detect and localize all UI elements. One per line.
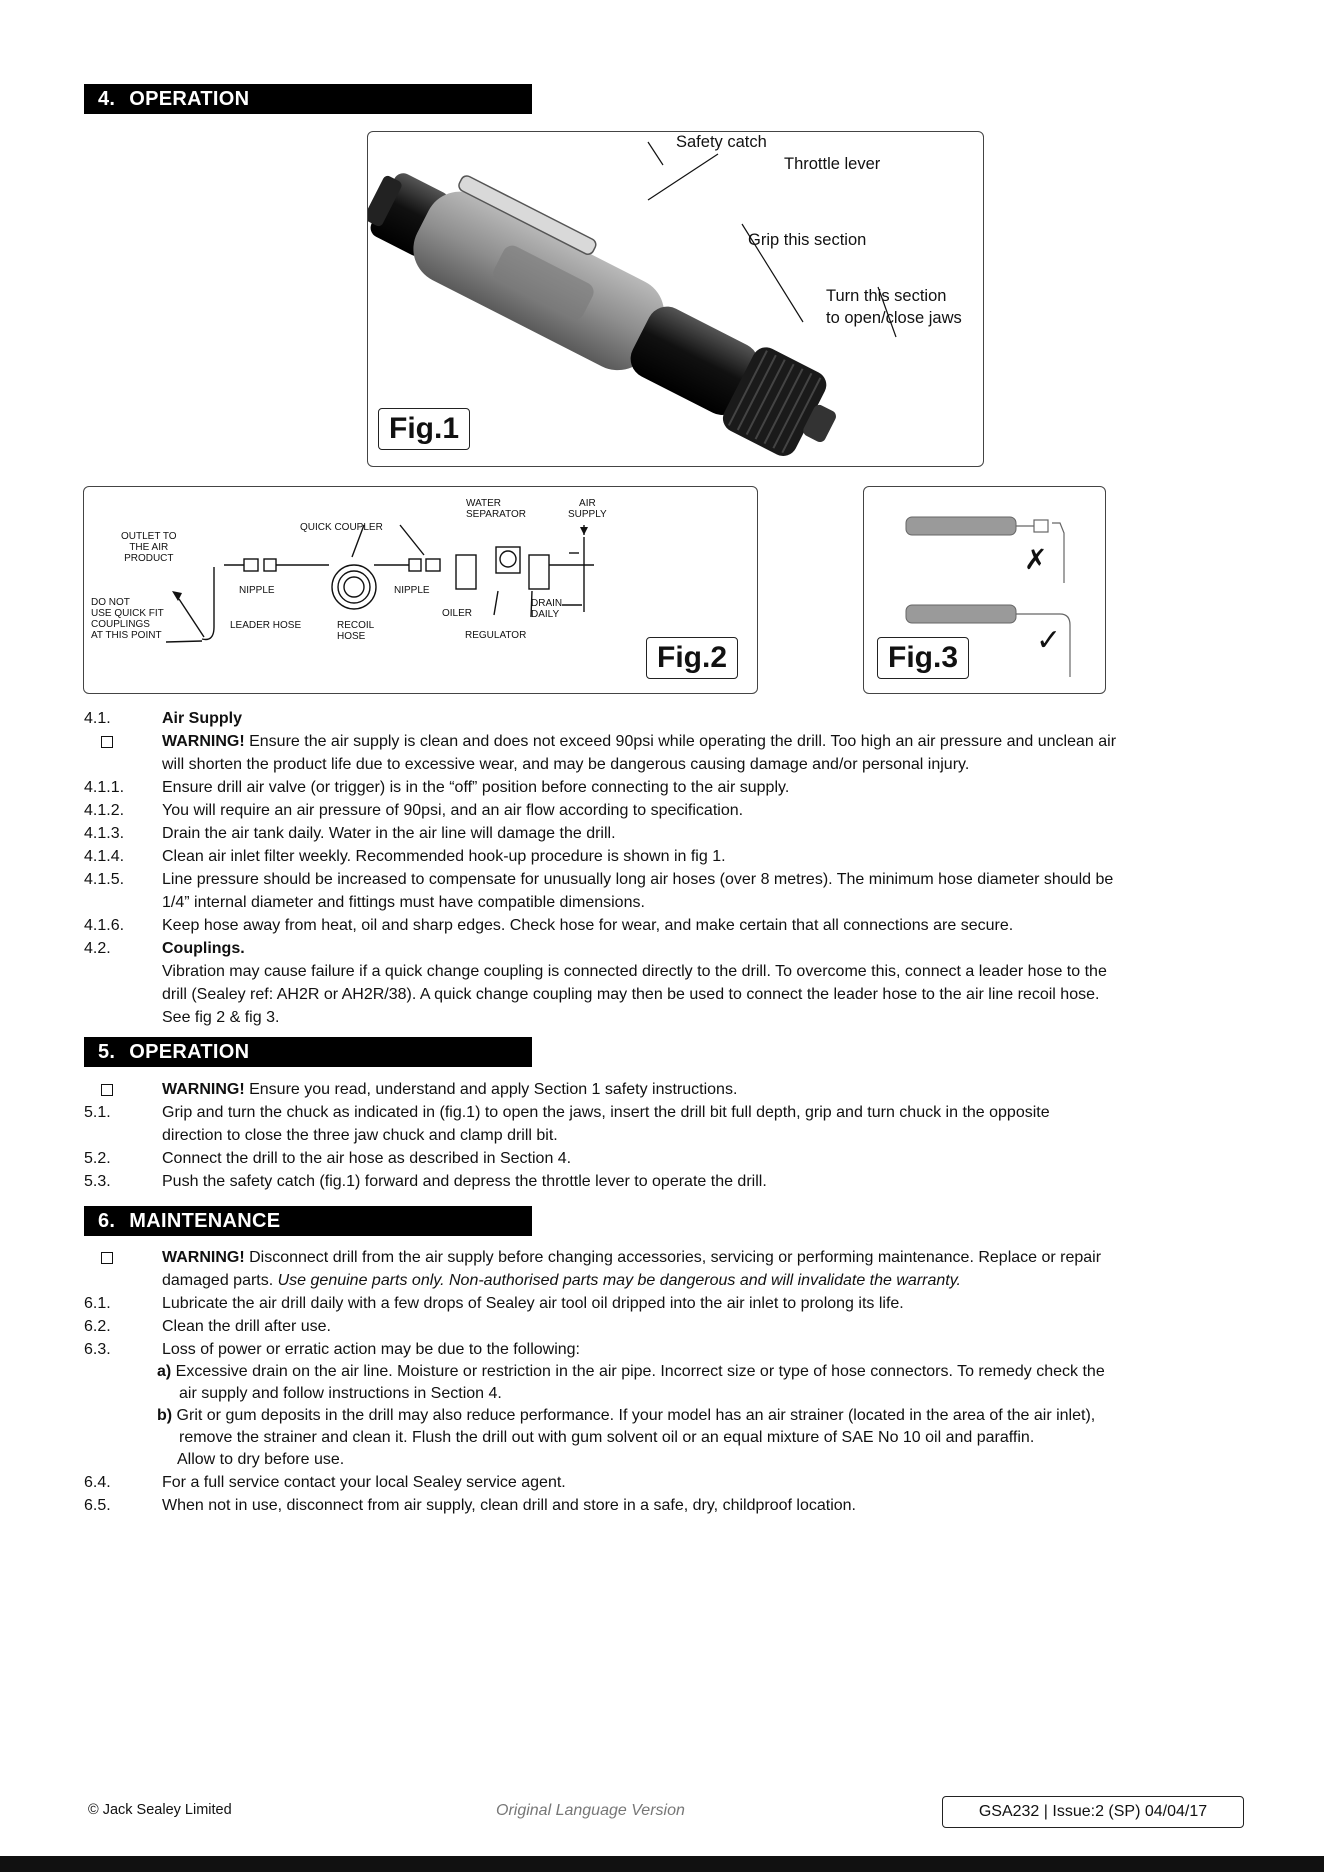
item-6-3-b-cont: remove the strainer and clean it. Flush the drill out with gum solvent oil or an equal mixture of SAE No 10 oil and paraffin. bbox=[179, 1429, 1035, 1446]
item-6-3-a-cont: air supply and follow instructions in Section 4. bbox=[179, 1385, 502, 1402]
item-6-3-a: a) Excessive drain on the air line. Moisture or restriction in the air pipe. Incorrect size or type of hose connectors. To remedy check the bbox=[157, 1363, 1105, 1380]
label-outlet: OUTLET TO THE AIR PRODUCT bbox=[121, 531, 177, 564]
footer-copyright: © Jack Sealey Limited bbox=[88, 1802, 232, 1818]
figure-2 bbox=[83, 486, 758, 694]
figure-1 bbox=[367, 131, 984, 467]
figure-3 bbox=[863, 486, 1106, 694]
label-nipple-right: NIPPLE bbox=[394, 585, 430, 596]
label-water-separator: WATER SEPARATOR bbox=[466, 498, 527, 520]
section-header-6: 6. MAINTENANCE bbox=[84, 1206, 532, 1236]
manual-page: 4. OPERATION Safety catch Throttle lever Grip this section Turn this section to open/close jaws Fig.1 OUTLET TO THE AIR PRODUCT DO NOT USE QUICK FIT COUPLINGS AT THIS POINT QUICK COUPLER NIPPLE NIPPLE LEADER HOSE RECOIL HOSE WATER SEPARATOR AIR SUPPLY OILER REGULATOR DRAIN DAILY Fig.2 ✗ ✓ Fig.3 4.1. Air Supply WARNING! Ensure the air supply is clean and does not exceed 90psi while operating the drill. Too high an air pressure and unclean air will shorten the product life due to excessive wear, and may be dangerous causing damage and/or personal injury. 4.1.1. Ensure drill air valve (or trigger) is in the “off” position before connecting to the air supply. 4.1.2. You will require an air pressure of 90psi, and an air flow according to specification. 4.1.3. Drain the air tank daily. Water in the air line will damage the drill. 4.1.4. Clean air inlet filter weekly. Recommended hook-up procedure is shown in fig 1. 4.1.5. Line pressure should be increased to compensate for unusually long air hoses (over 8 metres). The minimum hose diameter should be 1/4” internal diameter and fittings must have compatible dimensions. 4.1.6. Keep hose away from heat, oil and sharp edges. Check hose for wear, and make certain that all connections are secure. 4.2. Couplings. Vibration may cause failure if a quick change coupling is connected directly to the drill. To overcome this, connect a leader hose to the drill (Sealey ref: AH2R or AH2R/38). A quick change coupling may then be used to connect the leader hose to the air line recoil hose. See fig 2 & fig 3. 5. OPERATION WARNING! Ensure you read, understand and apply Section 1 safety instructions. 5.1. Grip and turn the chuck as indicated in (fig.1) to open the jaws, insert the drill bit full depth, grip and turn chuck in the opposite direction to close the three jaw chuck and clamp drill bit. 5.2. Connect the drill to the air hose as described in Section 4. 5.3. Push the safety catch (fig.1) forward and depress the throttle lever to operate the drill. 6. MAINTENANCE WARNING! Disconnect drill from the air supply before changing accessories, servicing or performing maintenance. Replace or repair damaged parts. Use genuine parts only. Non-authorised parts may be dangerous and will invalidate the warranty. 6.1. Lubricate the air drill daily with a few drops of Sealey air tool oil dripped into the air inlet to prolong its life. 6.2. Clean the drill after use. 6.3. Loss of power or erratic action may be due to the following: a) Excessive drain on the air line. Moisture or restriction in the air pipe. Incorrect size or type of hose connectors. To remedy check the air supply and follow instructions in Section 4. b) Grit or gum deposits in the drill may also reduce performance. If your model has an air strainer (located in the area of the air inlet), remove the strainer and clean it. Flush the drill out with gum solvent oil or an equal mixture of SAE No 10 oil and paraffin. Allow to dry before use. 6.4. For a full service contact your local Sealey service agent. 6.5. When not in use, disconnect from air supply, clean drill and store in a safe, dry, childproof location. © Jack Sealey Limited Original Language Version GSA232 | Issue:2 (SP) 04/04/17 bbox=[0, 0, 1324, 1872]
item-6-3-b: b) Grit or gum deposits in the drill may also reduce performance. If your model has an air strainer (located in the area of the air inlet), bbox=[157, 1407, 1096, 1424]
label-air-supply: AIR SUPPLY bbox=[568, 498, 607, 520]
figure-1-label: Fig.1 bbox=[378, 408, 470, 450]
figure-3-label: Fig.3 bbox=[877, 637, 969, 679]
label-regulator: REGULATOR bbox=[465, 630, 527, 641]
checkbox-bullet-icon bbox=[101, 1252, 113, 1264]
checkbox-bullet-icon bbox=[101, 1084, 113, 1096]
callout-safety-catch: Safety catch bbox=[676, 133, 767, 151]
footer-language: Original Language Version bbox=[496, 1802, 685, 1819]
label-quick-coupler: QUICK COUPLER bbox=[300, 522, 383, 533]
section-header-4: 4. OPERATION bbox=[84, 84, 532, 114]
callout-turn-line2: to open/close jaws bbox=[826, 309, 962, 327]
label-nipple-left: NIPPLE bbox=[239, 585, 275, 596]
label-drain-daily: DRAIN DAILY bbox=[531, 598, 563, 620]
callout-turn-line1: Turn this section bbox=[826, 287, 947, 305]
label-do-not: DO NOT USE QUICK FIT COUPLINGS AT THIS POINT bbox=[91, 597, 164, 641]
label-recoil-hose: RECOIL HOSE bbox=[337, 620, 375, 642]
checkbox-bullet-icon bbox=[101, 736, 113, 748]
label-leader-hose: LEADER HOSE bbox=[230, 620, 302, 631]
bottom-rule bbox=[0, 1856, 1324, 1872]
cross-mark-icon: ✗ bbox=[1024, 544, 1048, 575]
section-header-5: 5. OPERATION bbox=[84, 1037, 532, 1067]
label-oiler: OILER bbox=[442, 608, 473, 619]
tick-mark-icon: ✓ bbox=[1036, 624, 1062, 657]
callout-throttle-lever: Throttle lever bbox=[784, 155, 881, 173]
callout-grip: Grip this section bbox=[748, 231, 867, 249]
footer-issue-box: GSA232 | Issue:2 (SP) 04/04/17 bbox=[942, 1796, 1244, 1828]
figure-2-label: Fig.2 bbox=[646, 637, 738, 679]
item-6-3-b-cont2: Allow to dry before use. bbox=[177, 1451, 345, 1468]
